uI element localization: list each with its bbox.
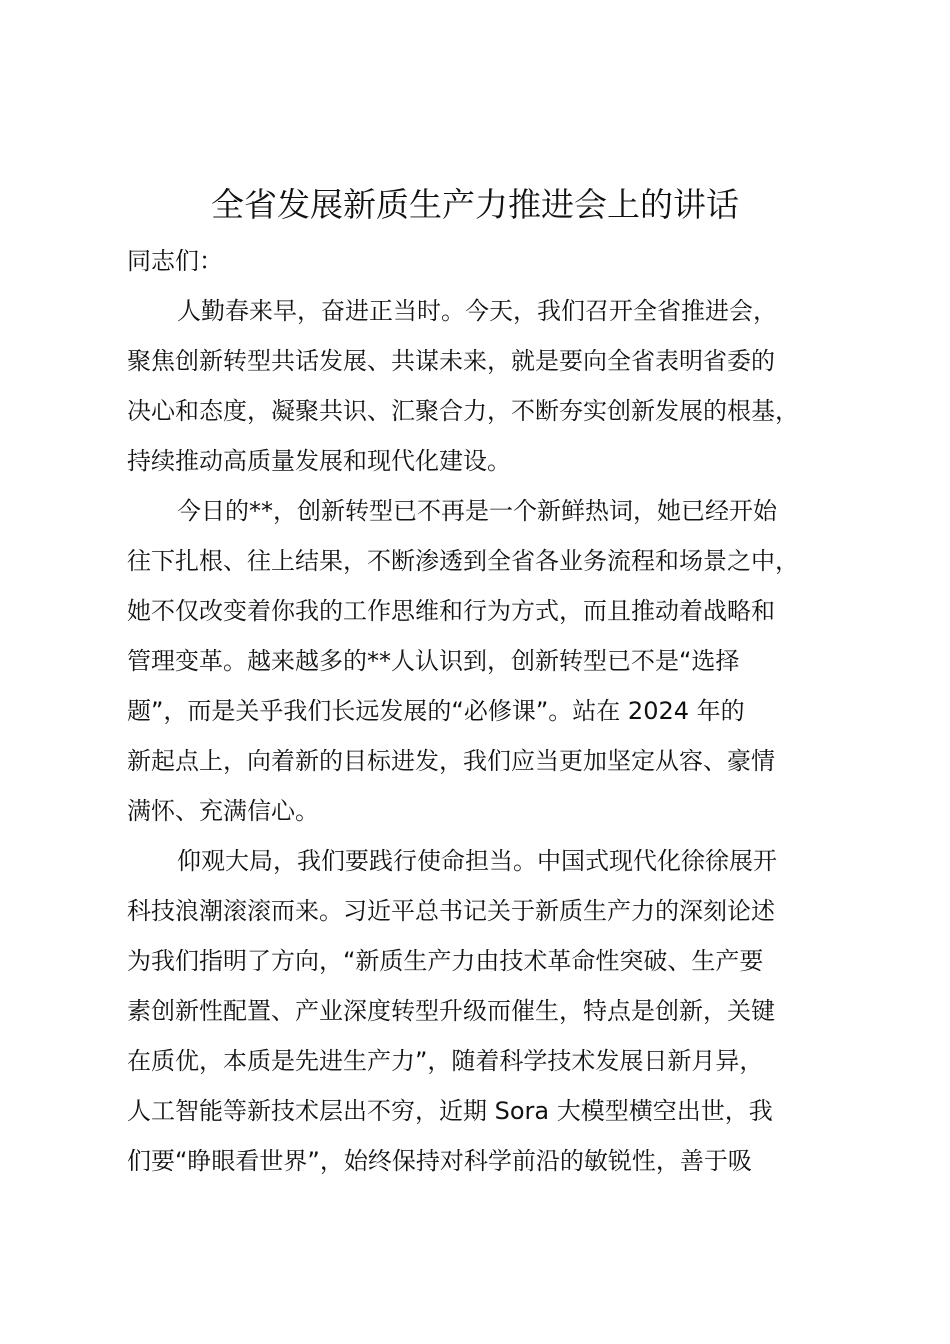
document-body xyxy=(127,236,833,1186)
paragraph-1 xyxy=(127,286,833,486)
paragraph-3 xyxy=(127,836,833,1186)
paragraph-line: 为我们指明了方向，“新质生产力由技术革命性突破、生产要 xyxy=(127,947,764,975)
paragraph-line: 她不仅改变着你我的工作思维和行为方式，而且推动着战略和 xyxy=(127,597,775,625)
paragraph-line: 决心和态度，凝聚共识、汇聚合力，不断夯实创新发展的根基， xyxy=(127,397,799,425)
paragraph-line: 素创新性配置、产业深度转型升级而催生，特点是创新，关键 xyxy=(127,997,775,1025)
paragraph-line: 仰观大局，我们要践行使命担当。中国式现代化徐徐展开 xyxy=(177,847,777,875)
paragraph-line: 们要“睁眼看世界”，始终保持对科学前沿的敏锐性，善于吸 xyxy=(127,1147,752,1175)
paragraph-line: 科技浪潮滚滚而来。习近平总书记关于新质生产力的深刻论述 xyxy=(127,897,775,925)
paragraph-line: 人工智能等新技术层出不穷，近期 Sora 大模型横空出世，我 xyxy=(127,1097,773,1125)
salutation: 同志们： xyxy=(127,247,223,275)
paragraph-line: 在质优，本质是先进生产力”，随着科学技术发展日新月异， xyxy=(127,1047,764,1075)
paragraph-line: 人勤春来早，奋进正当时。今天，我们召开全省推进会， xyxy=(177,297,777,325)
paragraph-line: 往下扎根、往上结果，不断渗透到全省各业务流程和场景之中， xyxy=(127,547,799,575)
paragraph-line: 新起点上，向着新的目标进发，我们应当更加坚定从容、豪情 xyxy=(127,747,775,775)
paragraph-2 xyxy=(127,486,833,836)
paragraph-line: 管理变革。越来越多的**人认识到，创新转型已不是“选择 xyxy=(127,647,740,675)
paragraph-line: 满怀、充满信心。 xyxy=(127,797,319,825)
paragraph-line: 题”，而是关乎我们长远发展的“必修课”。站在 2024 年的 xyxy=(127,697,745,725)
document-title: 全省发展新质生产力推进会上的讲话 xyxy=(211,185,739,224)
paragraph-line: 今日的**，创新转型已不再是一个新鲜热词，她已经开始 xyxy=(177,497,777,525)
paragraph-line: 聚焦创新转型共话发展、共谋未来，就是要向全省表明省委的 xyxy=(127,347,775,375)
paragraph-line: 持续推动高质量发展和现代化建设。 xyxy=(127,447,511,475)
